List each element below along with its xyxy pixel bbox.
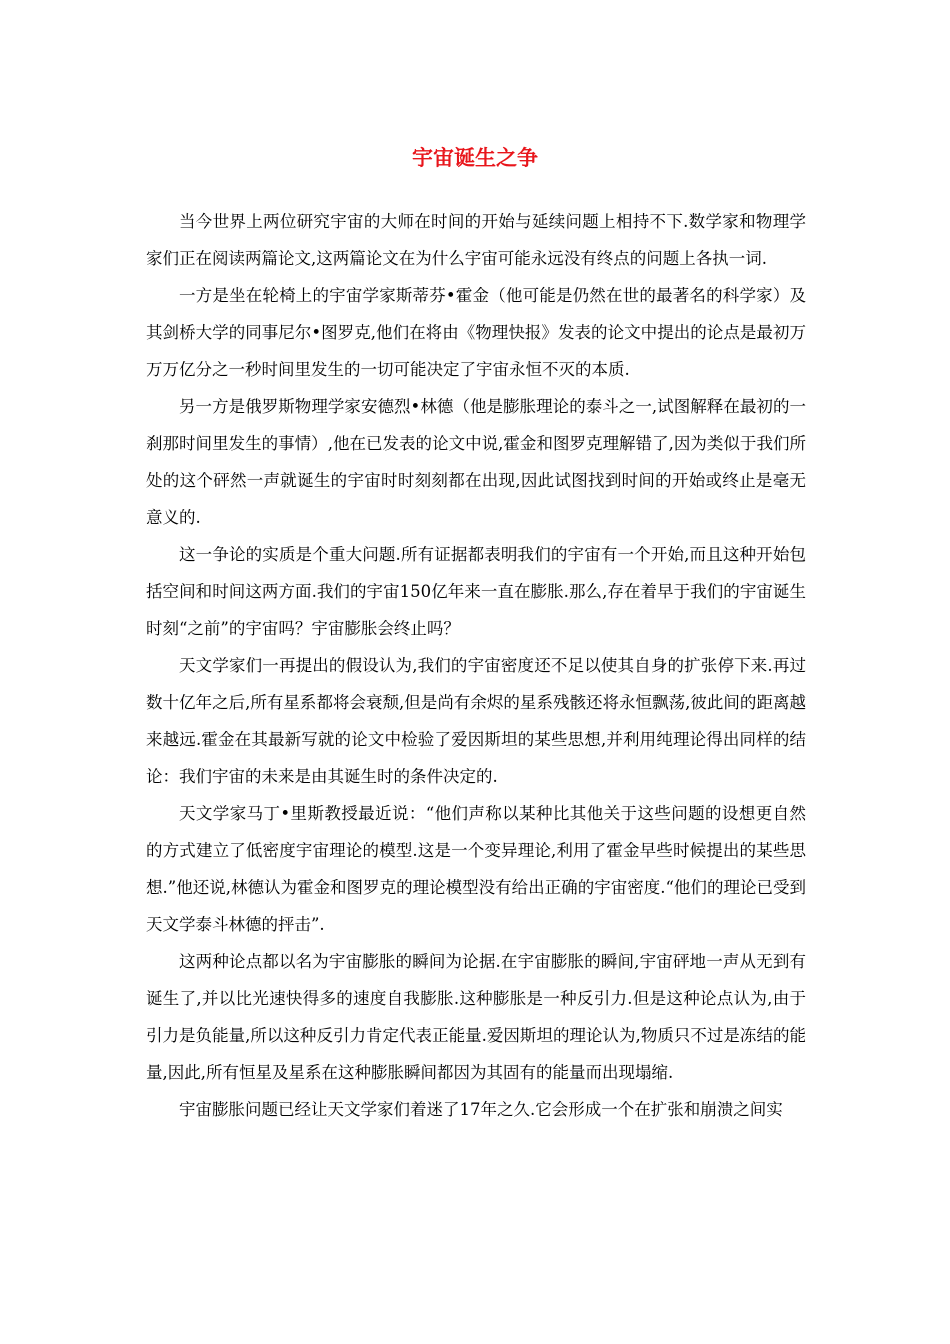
paragraph: 当今世界上两位研究宇宙的大师在时间的开始与延续问题上相持不下.数学家和物理学家们正在阅读两篇论文,这两篇论文在为什么宇宙可能永远没有终点的问题上各执一词. [146,212,806,268]
paragraph: 宇宙膨胀问题已经让天文学家们着迷了17年之久.它会形成一个在扩张和崩溃之间实 [179,1100,783,1119]
document-body [146,203,806,1128]
paragraph: 天文学家们一再提出的假设认为,我们的宇宙密度还不足以使其自身的扩张停下来.再过数十亿年之后,所有星系都将会衰颓,但是尚有余烬的星系残骸还将永恒飘荡,彼此间的距离越来越远.霍金在其最新写就的论文中检验了爱因斯坦的某些思想,并利用纯理论得出同样的结论：我们宇宙的未来是由其诞生时的条件决定的. [146,656,806,786]
document-title: 宇宙诞生之争 [412,146,538,170]
paragraph: 天文学家马丁•里斯教授最近说：“他们声称以某种比其他关于这些问题的设想更自然的方式建立了低密度宇宙理论的模型.这是一个变异理论,利用了霍金早些时候提出的某些思想.”他还说,林德认为霍金和图罗克的理论模型没有给出正确的宇宙密度.“他们的理论已受到天文学泰斗林德的抨击”. [146,804,806,934]
paragraph: 一方是坐在轮椅上的宇宙学家斯蒂芬•霍金（他可能是仍然在世的最著名的科学家）及其剑桥大学的同事尼尔•图罗克,他们在将由《物理快报》发表的论文中提出的论点是最初万万万亿分之一秒时间里发生的一切可能决定了宇宙永恒不灭的本质. [146,286,806,379]
paragraph: 这两种论点都以名为宇宙膨胀的瞬间为论据.在宇宙膨胀的瞬间,宇宙砰地一声从无到有诞生了,并以比光速快得多的速度自我膨胀.这种膨胀是一种反引力.但是这种论点认为,由于引力是负能量,所以这种反引力肯定代表正能量.爱因斯坦的理论认为,物质只不过是冻结的能量,因此,所有恒星及星系在这种膨胀瞬间都因为其固有的能量而出现塌缩. [146,952,806,1082]
paragraph: 另一方是俄罗斯物理学家安德烈•林德（他是膨胀理论的泰斗之一,试图解释在最初的一刹那时间里发生的事情）,他在已发表的论文中说,霍金和图罗克理解错了,因为类似于我们所处的这个砰然一声就诞生的宇宙时时刻刻都在出现,因此试图找到时间的开始或终止是毫无意义的. [146,397,806,527]
paragraph: 这一争论的实质是个重大问题.所有证据都表明我们的宇宙有一个开始,而且这种开始包括空间和时间这两方面.我们的宇宙150亿年来一直在膨胀.那么,存在着早于我们的宇宙诞生时刻“之前”的宇宙吗？宇宙膨胀会终止吗？ [146,545,806,638]
